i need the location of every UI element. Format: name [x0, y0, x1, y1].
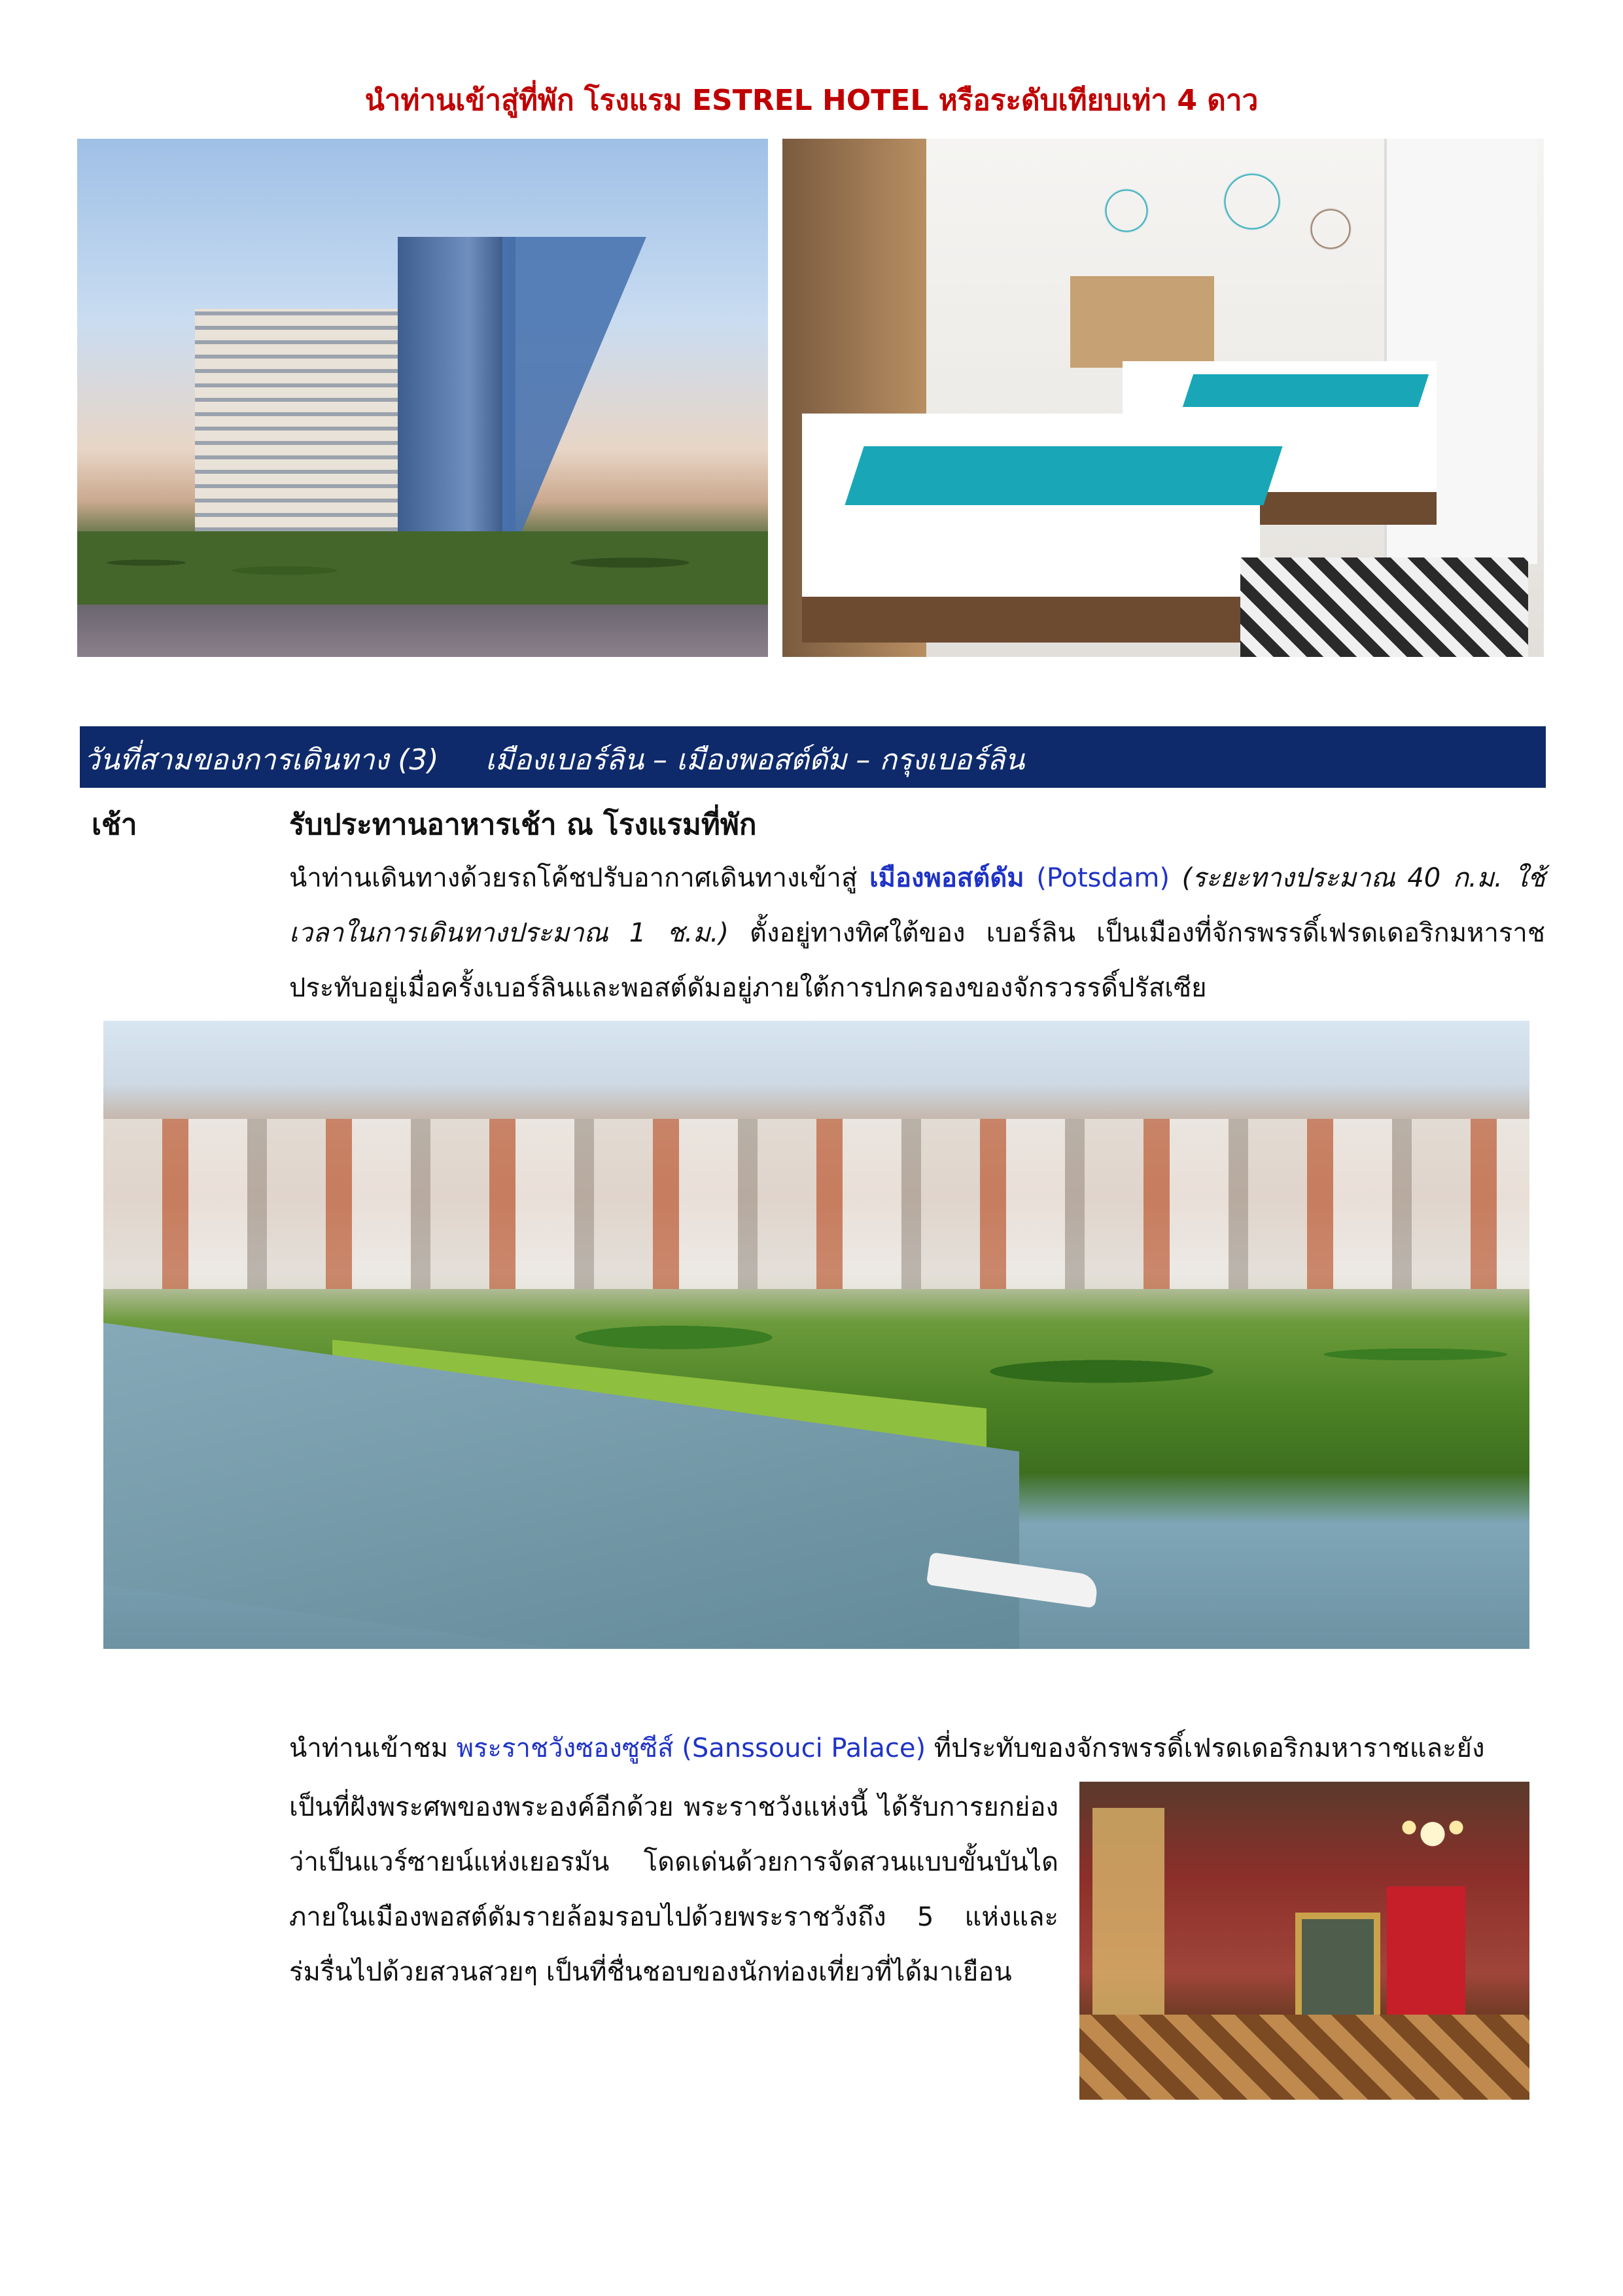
meal-description: รับประทานอาหารเช้า ณ โรงแรมที่พัก	[289, 808, 757, 841]
palace-paragraph-body: เป็นที่ฝังพระศพของพระองค์อีกด้วย พระราชวังแห่งนี้ ได้รับการยกย่องว่าเป็นแวร์ซายน์แห่งเยอรมัน โดดเด่นด้วยการจัดสวนแบบขั้นบันได ภายในเมืองพอสต์ดัมรายล้อมรอบไปด้วยพระราชวังถึง 5 แห่งและร่มรื่นไปด้วยสวนสวยๆ เป็นที่ชื่นชอบของนักท่องเที่ยวที่ได้มาเยือน	[289, 1792, 1058, 1987]
hotel-room-photo	[782, 139, 1544, 657]
potsdam-paragraph: นำท่านเดินทางด้วยรถโค้ชปรับอากาศเดินทางเข้าสู่ เมืองพอสต์ดัม (Potsdam) (ระยะทางประมาณ 40 ก.ม. ใช้เวลาในการเดินทางประมาณ 1 ช.ม.) ตั้งอยู่ทางทิศใต้ของ เบอร์ลิน เป็นเมืองที่จักรพรรดิ์เฟรดเดอริกมหาราช ประทับอยู่เมื่อครั้งเบอร์ลินและพอสต์ดัมอยู่ภายใต้การปกครองของจักรวรรดิ์ปรัสเซีย	[289, 863, 1546, 1003]
potsdam-name: เมืองพอสต์ดัม	[869, 863, 1024, 893]
day-number: วันที่สามของการเดินทาง (3)	[84, 743, 439, 777]
hotel-exterior-photo	[77, 139, 768, 657]
palace-paragraph-lead: นำท่านเข้าชม พระราชวังซองซูซีส์ (Sanssouci Palace) ที่ประทับของจักรพรรดิ์เฟรดเดอริกมหาราชและยัง	[289, 1733, 1485, 1763]
potsdam-english: (Potsdam)	[1024, 863, 1182, 893]
day-header	[80, 726, 1546, 788]
hotel-title: นำท่านเข้าสู่ที่พัก โรงแรม ESTREL HOTEL หรือระดับเทียบเท่า 4 ดาว	[364, 84, 1259, 117]
palace-name: พระราชวังซองซูซีส์ (Sanssouci Palace)	[456, 1733, 926, 1763]
travel-distance: (ระยะทางประมาณ 40 ก.ม. ใช้เวลาในการเดินทางประมาณ 1 ช.ม.)	[289, 863, 1546, 948]
day-route: เมืองเบอร์ลิน – เมืองพอสต์ดัม – กรุงเบอร์ลิน	[485, 743, 1025, 777]
meal-time-label: เช้า	[92, 808, 137, 841]
potsdam-city-photo	[103, 1021, 1529, 1649]
palace-interior-photo	[1079, 1782, 1529, 2100]
